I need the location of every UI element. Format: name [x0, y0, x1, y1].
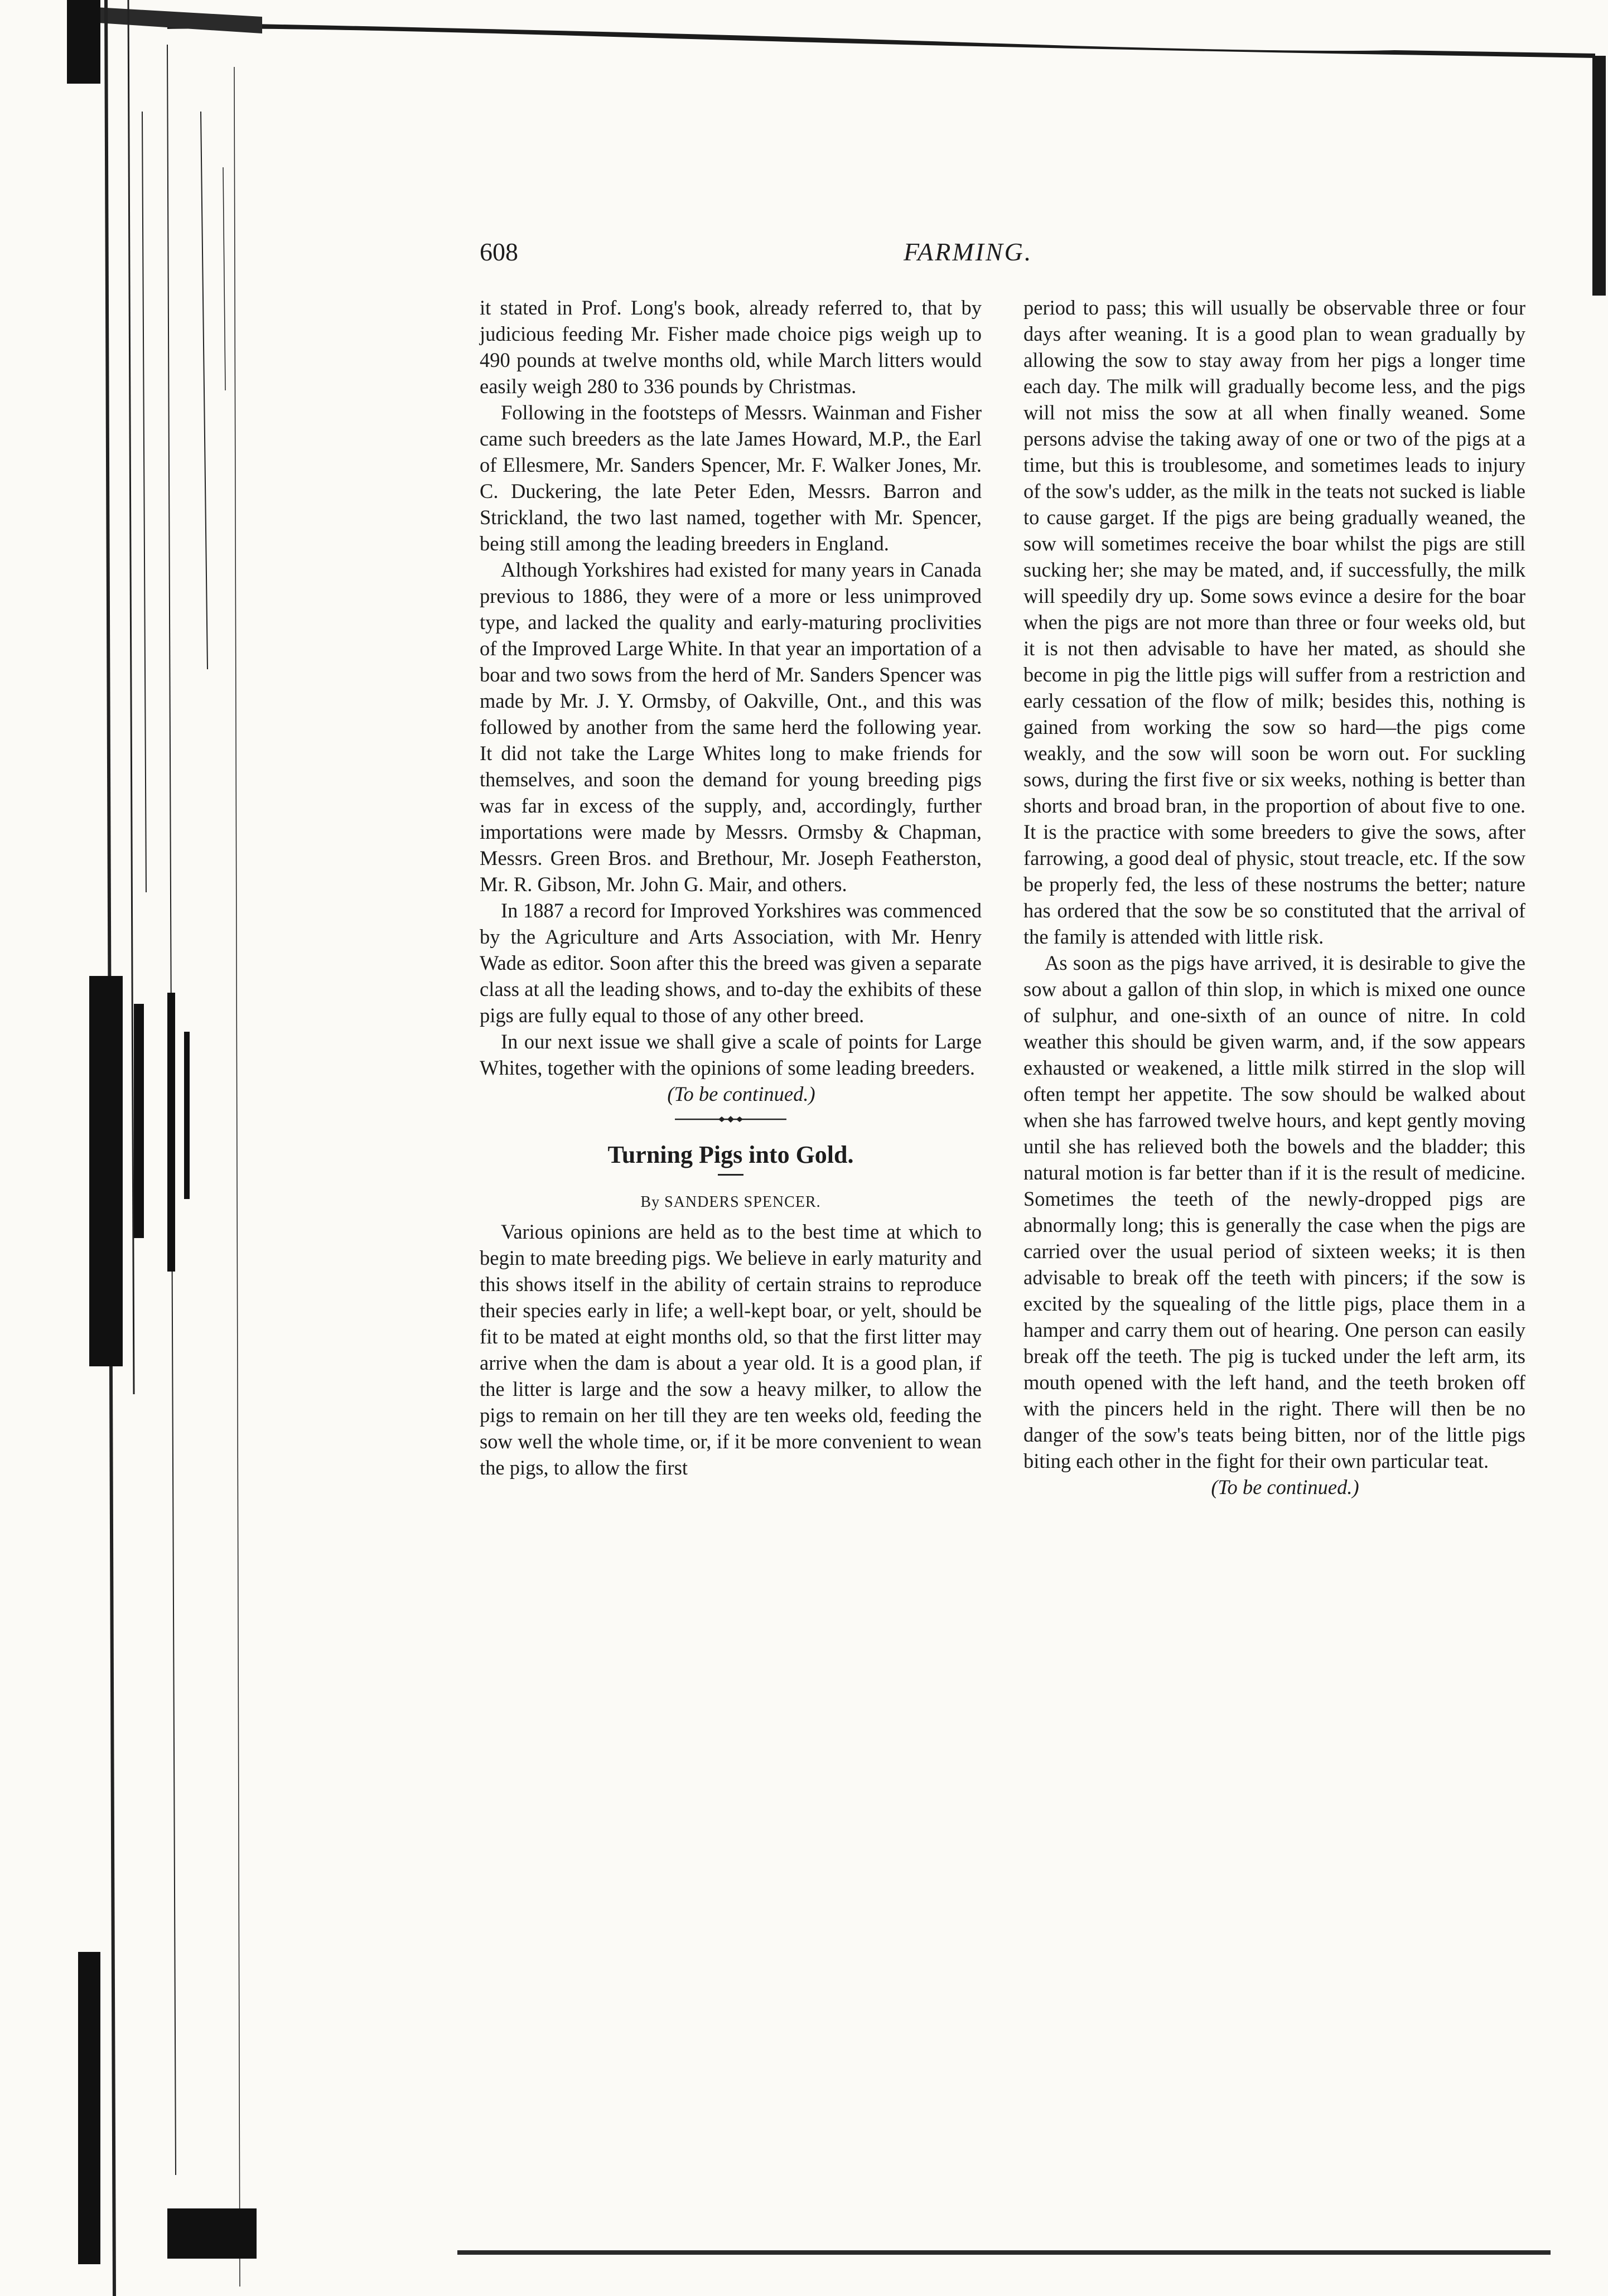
- paragraph: period to pass; this will usually be observable three or four days after weaning. It is a good plan to wean gradually by allowing the sow to stay away from her pigs a longer time each day. The milk will gradually become less, and the pigs will not miss the sow at all when finally weaned. Some persons advise the taking away of one or two of the pigs at a time, but this is troublesome, and sometimes leads to injury of the sow's udder, as the milk in the teats not sucked is liable to cause garget. If the pigs are being gradually weaned, the sow will sometimes receive the boar whilst the pigs are still sucking her; she may be mated, and, if successfully, the milk will speedily dry up. Some sows evince a desire for the boar when the pigs are not more than three or four weeks old, but it is not then advisable to have her mated, as should she become in pig the little pigs will suffer from a restriction and early cessation of the flow of milk; besides this, nothing is gained from working the sow so hard—the pigs come weakly, and the sow will soon be worn out. For suckling sows, during the first five or six weeks, nothing is better than shorts and broad bran, in the proportion of about five to one. It is the practice with some breeders to give the sows, after farrowing, a good deal of physic, stout treacle, etc. If the sow be properly fed, the less of these nostrums the better; nature has ordered that the sow be so constituted that the arrival of the family is attended with little risk.: [1023, 296, 1525, 948]
- title-rule: [718, 1174, 743, 1176]
- paragraph: In 1887 a record for Improved Yorkshires was commenced by the Agriculture and Arts Association, with Mr. Henry Wade as editor. Soon after this the breed was given a separate class at all the leading shows, and to-day the exhibits of these pigs are fully equal to those of any other breed.: [480, 899, 982, 1027]
- page-number: 608: [480, 238, 518, 266]
- paragraph: As soon as the pigs have arrived, it is desirable to give the sow about a gallon of thin slop, in which is mixed one ounce of sulphur, and one-sixth of an ounce of nitre. In cold weather this should be given warm, and, if the sow appears exhausted or weakened, a little milk stirred in the slop will often tempt her appetite. The sow should be walked about when she has farrowed twelve hours, and kept gently moving until she has relieved both the bowels and the bladder; this natural motion is far better than if it is the result of medicine. Sometimes the teeth of the newly-dropped pigs are abnormally long; this is generally the case when the pigs are carried over the usual period of sixteen weeks; it is then advisable to break off the teeth with pincers; if the sow is excited by the squealing of the little pigs, place them in a hamper and carry them out of hearing. One person can easily break off the teeth. The pig is tucked under the left arm, its mouth opened with the left hand, and the teeth broken off with the pincers held in the right. There will then be no danger of the sow's teats being bitten, nor of the little pigs biting each other in the fight for their own particular teat.: [1023, 951, 1525, 1472]
- scan-bottom-edge: [457, 2250, 1551, 2255]
- page-header: [480, 237, 1149, 282]
- section-separator: [480, 1107, 982, 1132]
- paragraph: In our next issue we shall give a scale of points for Large Whites, together with the opinions of some leading breeders.: [480, 1030, 982, 1079]
- left-column: [480, 294, 982, 1481]
- running-head: FARMING.: [904, 238, 1033, 266]
- paragraph: Various opinions are held as to the best time at which to begin to mate breeding pigs. We believe in early maturity and this shows itself in the ability of certain strains to reproduce their species early in life; a well-kept boar, or yelt, should be fit to be mated at eight months old, so that the first litter may arrive when the dam is about a year old. It is a good plan, if the litter is large and the sow a heavy milker, to allow the pigs to remain on her till they are ten weeks old, feeding the sow well the whole time, or, if it be more convenient to wean the pigs, to allow the first: [480, 1220, 982, 1479]
- paragraph: Following in the footsteps of Messrs. Wainman and Fisher came such breeders as the late James Howard, M.P., the Earl of Ellesmere, Mr. Sanders Spencer, Mr. F. Walker Jones, Mr. C. Duckering, the late Peter Eden, Messrs. Barron and Strickland, the two last named, together with Mr. Spencer, being still among the leading breeders in England.: [480, 401, 982, 555]
- ornament-rule-icon: [675, 1115, 786, 1124]
- to-be-continued: (To be continued.): [1211, 1476, 1359, 1499]
- byline: By SANDERS SPENCER.: [640, 1193, 821, 1211]
- scan-left-binding: [0, 0, 268, 2296]
- to-be-continued: (To be continued.): [667, 1082, 815, 1105]
- paragraph: Although Yorkshires had existed for many years in Canada previous to 1886, they were of a more or less unimproved type, and lacked the quality and early-maturing proclivities of the Improved Large White. In that year an importation of a boar and two sows from the herd of Mr. Sanders Spencer was made by Mr. J. Y. Ormsby, of Oakville, Ont., and this was followed by another from the same herd the following year. It did not take the Large Whites long to make friends for themselves, and soon the demand for young breeding pigs was far in excess of the supply, and, accordingly, further importations were made by Messrs. Ormsby & Chapman, Messrs. Green Bros. and Brethour, Mr. Joseph Featherston, Mr. R. Gibson, Mr. John G. Mair, and others.: [480, 558, 982, 896]
- scan-right-edge: [1592, 56, 1606, 296]
- paragraph: it stated in Prof. Long's book, already referred to, that by judicious feeding Mr. Fisher made choice pigs weigh up to 490 pounds at twelve months old, while March litters would easily weigh 280 to 336 pounds by Christmas.: [480, 296, 982, 398]
- article-title: Turning Pigs into Gold.: [607, 1141, 854, 1168]
- right-column: [1023, 294, 1525, 1500]
